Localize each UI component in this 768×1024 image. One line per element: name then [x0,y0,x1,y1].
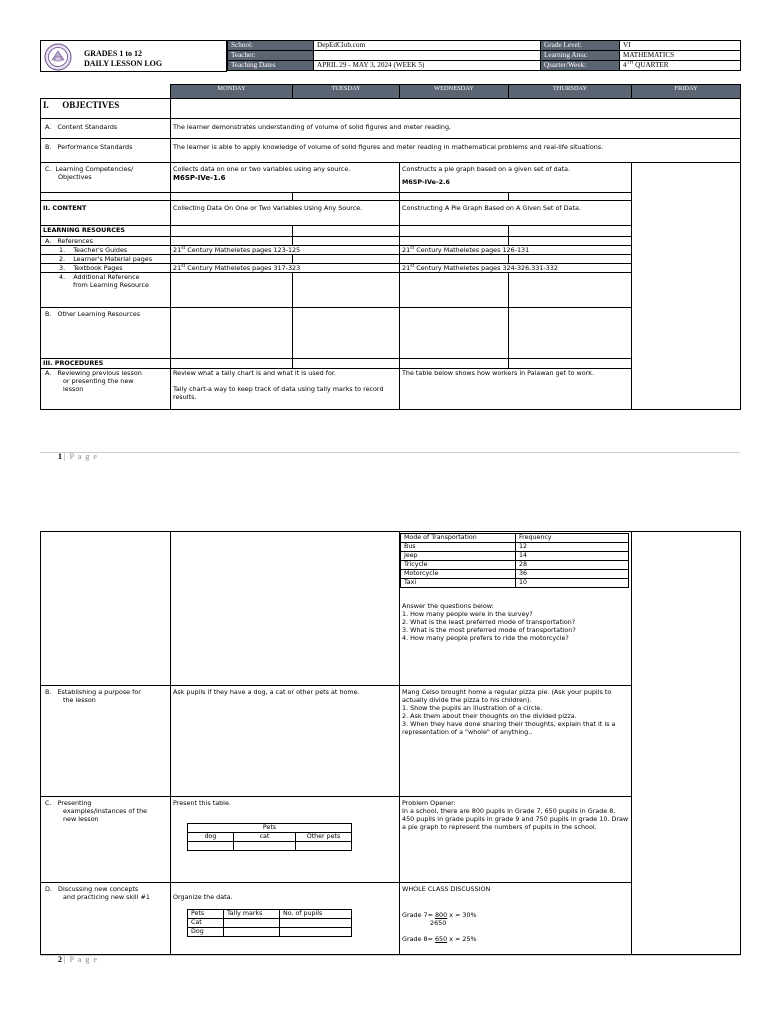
pets-table [187,823,352,851]
textbook-pages-wednesday: 21st Century Matheletes pages 324-326,331-332 [400,264,632,273]
learning-resources-label: LEARNING RESOURCES [41,226,171,237]
competencies-wednesday: Constructs a pie graph based on a given set of data. M6SP-IVe-2.6 [400,163,632,193]
answer-intro: Answer the questions below: [402,602,494,610]
content-wednesday: Constructing A Pie Graph Based on A Given Set of Data. [400,201,632,226]
header-info-table [227,40,741,71]
reviewing-wednesday: The table below shows how workers in Palawan get to work. [400,369,632,410]
learners-material-label: 2. Learner's Material pages [41,255,171,264]
performance-standards-label: B. Performance Standards [41,139,171,163]
deped-seal-icon [44,43,72,71]
page1-footer-rule [40,452,740,453]
quarter-week-label: Quarter/Week: [541,61,620,71]
pets-col-other: Other pets [296,833,352,842]
day-header-wednesday: WEDNESDAY [400,85,509,99]
day-header-tuesday: TUESDAY [293,85,400,99]
textbook-pages-monday: 21st Century Matheletes pages 317-323 [171,264,400,273]
teachers-guides-label: 1. Teacher's Guides [41,246,171,255]
transport-frequency: 12 [516,543,629,552]
school-label: School: [228,41,314,51]
dll-title-line2: DAILY LESSON LOG [84,59,163,68]
pets-col-cat: cat [234,833,296,842]
content-label: II. CONTENT [41,201,171,226]
teachers-guides-wednesday: 21st Century Matheletes pages 126-131 [400,246,632,255]
procedures-label: III. PROCEDURES [41,359,171,369]
reviewing-monday: Review what a tally chart is and what it is used for. Tally chart-a way to keep track of data using tally marks to record results. [171,369,400,410]
lesson-table-page1 [40,84,741,410]
reviewing-label: A. Reviewing previous lesson or presenting the new lesson [41,369,171,410]
page2-footer-rule [40,955,740,956]
competencies-label: C. Learning Competencies/ Objectives [41,163,171,193]
day-header-friday: FRIDAY [632,85,741,99]
organize-data-table [187,909,352,937]
references-label: A. References [41,237,171,246]
learning-area-label: Learning Area: [541,51,620,61]
performance-standards-text: The learner is able to apply knowledge of volume of solid figures and meter reading in mathematical problems and real-life situations. [171,139,741,163]
learning-area-value: MATHEMATICS [620,51,741,61]
presenting-examples-wednesday: Problem Opener: In a school, there are 800 pupils in Grade 7, 650 pupils in Grade 8, 450 pupils in grade pupils in grade 9 and 750 pupils in grade 10. Draw a pie graph to represent the numbers of pupils in the school. [400,797,632,883]
transport-mode: Jeep [401,552,516,561]
objectives-heading: I. OBJECTIVES [41,99,171,119]
question-item: 3. What is the most preferred mode of transportation? [402,626,576,634]
transport-frequency-table [400,533,629,588]
additional-reference-label: 4. Additional Reference from Learning Resource [41,273,171,308]
grade-level-value: VI [620,41,741,51]
organize-header-pets: Pets [188,910,224,919]
page1-number: 1 | P a g e [58,452,98,461]
competencies-monday: Collects data on one or two variables using any source. M6SP-IVe-1.6 [171,163,400,193]
transport-header-frequency: Frequency [516,534,629,543]
day-header-thursday: THURSDAY [509,85,632,99]
transport-header-mode: Mode of Transportation [401,534,516,543]
dll-title-line1: GRADES 1 to 12 [84,49,143,58]
grade-level-label: Grade Level: [541,41,620,51]
pets-col-dog: dog [188,833,234,842]
establishing-purpose-label: B. Establishing a purpose for the lesson [41,686,171,797]
transport-mode: Motorcycle [401,570,516,579]
grade7-formula: Grade 7= 800 x = 30% [402,911,477,919]
day-header-monday: MONDAY [171,85,293,99]
other-resources-label: B. Other Learning Resources [41,308,171,359]
quarter-week-value: 4TH QUARTER [620,61,741,71]
school-value: DepEdClub.com [314,41,541,51]
page2-number: 2 | P a g e [58,955,98,964]
content-monday: Collecting Data On One or Two Variables Using Any Source. [171,201,400,226]
teacher-value [314,51,541,61]
lesson-table-page2 [40,531,741,955]
transport-frequency: 14 [516,552,629,561]
question-item: 1. How many people were in the survey? [402,610,533,618]
content-standards-text: The learner demonstrates understanding of volume of solid figures and meter reading. [171,119,741,139]
organize-row-label: Dog [188,928,224,937]
question-item: 4. How many people prefers to ride the motorcycle? [402,634,569,642]
pets-table-title: Pets [188,824,352,833]
transport-frequency: 10 [516,579,629,588]
establishing-purpose-wednesday: Mang Celso brought home a regular pizza pie. (Ask your pupils to actually divide the pizza to his children). 1. Show the pupils an illustration of a circle. 2. Ask them about their thoughts on the divided pizza. 3. When they have done sharing their thoughts, explain that it is a representation of a "whole" of anything.. [400,686,632,797]
discussing-concepts-label: D. Discussing new concepts and practicing new skill #1 [41,883,171,955]
presenting-examples-label: C. Presenting examples/instances of the new lesson [41,797,171,883]
organize-header-tally: Tally marks [224,910,280,919]
transport-frequency: 28 [516,561,629,570]
transport-mode: Bus [401,543,516,552]
organize-row-label: Cat [188,919,224,928]
transport-mode: Tricycle [401,561,516,570]
grade8-formula: Grade 8= 650 x = 25% [402,935,477,943]
reviewing-wednesday-continued [400,532,632,686]
discussing-concepts-monday: Organize the data. Pets Tally marks No. of pupils Cat Dog [171,883,400,955]
transport-frequency: 36 [516,570,629,579]
teachers-guides-monday: 21st Century Matheletes pages 123-125 [171,246,400,255]
teacher-label: Teacher: [228,51,314,61]
discussing-concepts-wednesday: WHOLE CLASS DISCUSSION Grade 7= 800 x = 30% 2650 Grade 8= 650 x = 25% [400,883,632,955]
transport-mode: Taxi [401,579,516,588]
presenting-examples-monday: Present this table. Pets dog cat Other pets [171,797,400,883]
textbook-pages-label: 3. Textbook Pages [41,264,171,273]
grade7-denominator: 2650 [430,919,447,927]
establishing-purpose-monday: Ask pupils if they have a dog, a cat or other pets at home. [171,686,400,797]
teaching-dates-value: APRIL 29 - MAY 3, 2024 (WEEK 5) [314,61,541,71]
organize-header-count: No. of pupils [280,910,352,919]
question-item: 2. What is the least preferred mode of transportation? [402,618,576,626]
content-standards-label: A. Content Standards [41,119,171,139]
teaching-dates-label: Teaching Dates [228,61,314,71]
